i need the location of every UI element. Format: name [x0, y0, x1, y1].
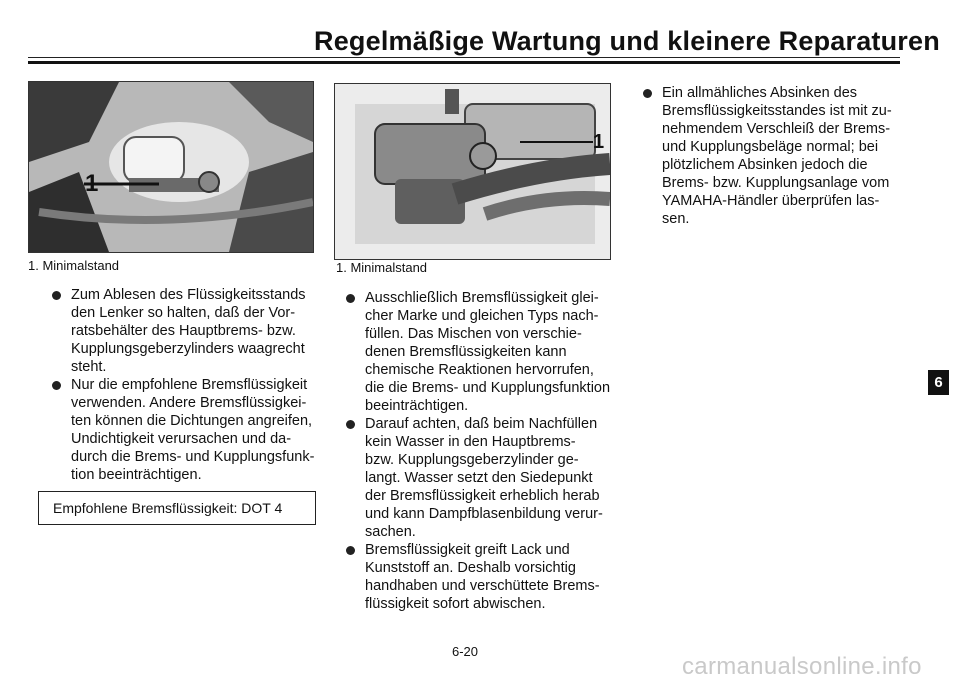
header-rule-thick	[28, 61, 900, 64]
bullet-item	[52, 286, 322, 376]
watermark: carmanualsonline.info	[682, 653, 922, 680]
bullet-item	[643, 84, 913, 228]
photo-caption-middle: 1. Minimalstand	[336, 260, 428, 275]
middle-column-bullets	[346, 289, 616, 613]
right-column-bullets	[643, 84, 913, 228]
bullet-item	[346, 289, 616, 415]
left-column-bullets	[52, 286, 322, 484]
bullet-dot-icon	[52, 381, 61, 390]
bullet-dot-icon	[346, 294, 355, 303]
photo-caption-left: 1. Minimalstand	[28, 258, 120, 273]
photo-callout-number: 1	[85, 170, 99, 197]
bullet-dot-icon	[346, 546, 355, 555]
page-title: Regelmäßige Wartung und kleinere Reparaturen	[314, 26, 940, 56]
bullet-dot-icon	[52, 291, 61, 300]
recommended-fluid-box: Empfohlene Bremsflüssigkeit: DOT 4	[38, 491, 316, 525]
bullet-text: Ein allmähliches Absinken des Bremsflüssigkeitsstandes ist mit zu- nehmendem Verschleiß der Brems- und Kupplungsbeläge normal; bei plötzlichem Absinken jedoch die Brems- bzw. Kupplungsanlage vom YAMAHA-Händler überprüfen las- sen.	[662, 85, 892, 227]
bullet-item	[346, 415, 616, 541]
chapter-tab: 6	[928, 370, 949, 395]
bullet-item	[52, 376, 322, 484]
page-number: 6-20	[452, 644, 479, 659]
bullet-text: Nur die empfohlene Bremsflüssigkeit verwenden. Andere Bremsflüssigkei- ten können die Dichtungen angreifen, Undichtigkeit verursachen und da- durch die Brems- und Kupplungsfunk- tion beeinträchtigen.	[71, 377, 315, 483]
bullet-text: Bremsflüssigkeit greift Lack und Kunststoff an. Deshalb vorsichtig handhaben und verschüttete Brems- flüssigkeit sofort abwischen.	[365, 542, 600, 612]
brake-reservoir-photo-middle	[334, 83, 611, 260]
bullet-text: Darauf achten, daß beim Nachfüllen kein Wasser in den Hauptbrems- bzw. Kupplungsgeberzylinder ge- langt. Wasser setzt den Siedepunkt der Bremsflüssigkeit erheblich herab und kann Dampfblasenbildung verur- sachen.	[365, 416, 603, 540]
bullet-item	[346, 541, 616, 613]
header-rule	[28, 57, 900, 58]
bullet-text: Ausschließlich Bremsflüssigkeit glei- cher Marke und gleichen Typs nach- füllen. Das Mischen von verschie- denen Bremsflüssigkeiten kann chemische Reaktionen hervorrufen, die die Brems- und Kupplungsfunktion beeinträchtigen.	[365, 290, 611, 414]
bullet-text: Zum Ablesen des Flüssigkeitsstands den Lenker so halten, daß der Vor- ratsbehälter des Hauptbrems- bzw. Kupplungsgeberzylinders waagrecht steht.	[71, 287, 306, 375]
brake-reservoir-photo-left	[28, 81, 314, 253]
bullet-dot-icon	[643, 89, 652, 98]
photo-callout-number: 1	[593, 131, 605, 153]
bullet-dot-icon	[346, 420, 355, 429]
